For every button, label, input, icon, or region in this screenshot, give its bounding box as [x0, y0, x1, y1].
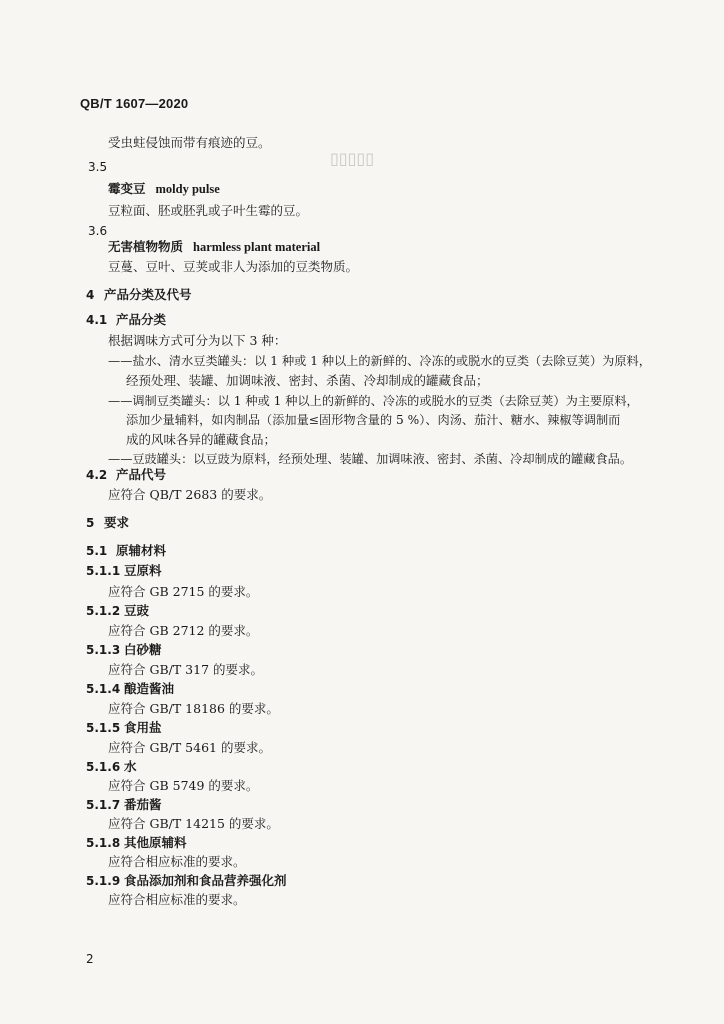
- text-line: 受虫蛀侵蚀而带有痕迹的豆。: [108, 135, 271, 150]
- term-title: [108, 238, 320, 256]
- text-line: 应符合 GB 5749 的要求。: [108, 778, 259, 793]
- clause-number: 5.1.6: [86, 760, 121, 774]
- list-item-text: ——豆豉罐头：以豆豉为原料，经预处理、装罐、加调味液、密封、杀菌、冷却制成的罐藏食品。: [108, 452, 633, 466]
- text-line: 应符合 GB/T 18186 的要求。: [108, 701, 279, 716]
- clause-number: 5.1.4: [86, 682, 121, 696]
- clause-number: 5.1.2: [86, 604, 121, 618]
- text-line: 豆蔓、豆叶、豆荚或非人为添加的豆类物质。: [108, 259, 359, 274]
- clause-title: 其他原辅料: [124, 835, 187, 850]
- clause-number: 4.2: [86, 468, 108, 482]
- term-title: [108, 180, 220, 198]
- clause-title: 豆豉: [124, 603, 150, 618]
- clause-number: 5.1.9: [86, 874, 121, 888]
- clause-title: 酿造酱油: [124, 681, 175, 696]
- term-en: moldy pulse: [155, 182, 220, 196]
- clause-number: 5.1.3: [86, 643, 121, 657]
- term-zh: 霉变豆: [108, 181, 146, 196]
- standard-code-header: QB/T 1607—2020: [80, 96, 189, 111]
- term-zh: 无害植物物质: [108, 239, 184, 254]
- text-line: 应符合 GB 2715 的要求。: [108, 584, 259, 599]
- clause-title: 产品代号: [116, 467, 167, 482]
- section-number: 4: [86, 288, 95, 302]
- list-item-text: ——盐水、清水豆类罐头：以 1 种或 1 种以上的新鲜的、冷冻的或脱水的豆类（去除豆荚）为原料，: [108, 354, 651, 368]
- clause-title: 食用盐: [124, 720, 162, 735]
- term-en: harmless plant material: [193, 240, 321, 254]
- text-line: 成的风味各异的罐藏食品；: [126, 432, 277, 447]
- text-line: 应符合 GB 2712 的要求。: [108, 623, 259, 638]
- text-line: 应符合相应标准的要求。: [108, 854, 246, 869]
- clause-title: 白砂糖: [124, 642, 162, 657]
- clause-title: 食品添加剂和食品营养强化剂: [124, 873, 287, 888]
- text-line: 添加少量辅料，如肉制品（添加量≤固形物含量的 5 %）、肉汤、茄汁、糖水、辣椒等调制而: [126, 413, 621, 427]
- text-line: 应符合 QB/T 2683 的要求。: [108, 487, 272, 502]
- clause-number: 5.1.1: [86, 564, 121, 578]
- clause-title: 番茄酱: [124, 797, 162, 812]
- text-line: 经预处理、装罐、加调味液、密封、杀菌、冷却制成的罐藏食品；: [126, 373, 489, 388]
- page-number: 2: [86, 952, 94, 966]
- text-line: 豆粒面、胚或胚乳或子叶生霉的豆。: [108, 203, 309, 218]
- section-number: 5: [86, 516, 95, 530]
- list-item-text: ——调制豆类罐头：以 1 种或 1 种以上的新鲜的、冷冻的或脱水的豆类（去除豆荚）为主要原料，: [108, 394, 639, 408]
- clause-title: 原辅材料: [116, 543, 167, 558]
- text-line: 根据调味方式可分为以下 3 种：: [108, 333, 287, 348]
- clause-title: 豆原料: [124, 563, 162, 578]
- clause-title: 产品分类: [116, 312, 167, 327]
- text-line: 应符合 GB/T 317 的要求。: [108, 662, 263, 677]
- clause-number: 5.1.7: [86, 798, 121, 812]
- clause-number: 3.5: [88, 160, 108, 174]
- text-line: 应符合 GB/T 14215 的要求。: [108, 816, 279, 831]
- clause-number: 5.1.8: [86, 836, 121, 850]
- section-title: 产品分类及代号: [104, 287, 192, 302]
- text-line: 应符合 GB/T 5461 的要求。: [108, 740, 271, 755]
- clause-title: 水: [124, 759, 137, 774]
- clause-number: 5.1: [86, 544, 108, 558]
- section-title: 要求: [104, 515, 130, 530]
- bleed-through-text: ▯▯▯▯▯: [330, 149, 375, 168]
- text-line: 应符合相应标准的要求。: [108, 892, 246, 907]
- clause-number: 4.1: [86, 313, 108, 327]
- clause-number: 5.1.5: [86, 721, 121, 735]
- clause-number: 3.6: [88, 224, 108, 238]
